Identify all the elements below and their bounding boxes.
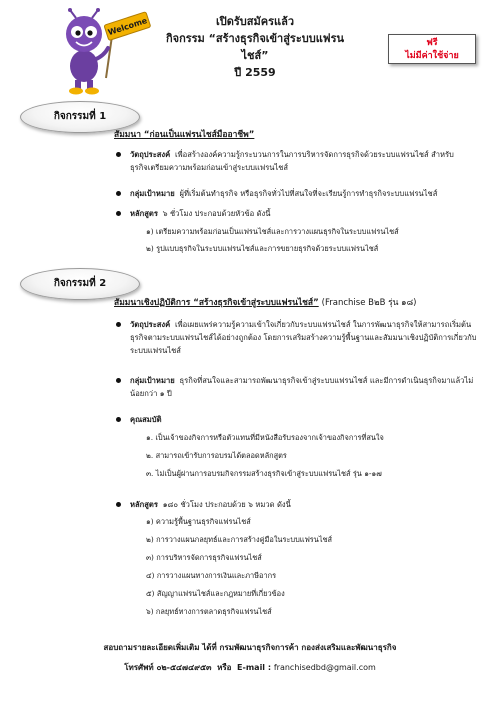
- footer-phone: โทรศัพท์ ๐๒-๕๔๗๔๙๕๓: [124, 663, 212, 672]
- activity-2-course-item: ๔) การวางแผนทางการเงินและภาษีอากร: [146, 571, 277, 580]
- bullet-icon: [116, 191, 121, 196]
- activity-2-qual-label: คุณสมบัติ: [130, 415, 162, 424]
- activity-2-target-label: กลุ่มเป้าหมาย: [130, 376, 175, 385]
- footer-or: หรือ: [217, 663, 232, 672]
- bullet-icon: [116, 502, 121, 507]
- activity-1-objective-text: เพื่อสร้างองค์ความรู้กระบวนการในการบริหารจัดการธุรกิจด้วยระบบแฟรนไชส์ สำหรับธุรกิจเตรียมความพร้อมก่อนเข้าสู่ระบบแฟรนไชส์: [130, 150, 454, 172]
- activity-2-qual-item: ๑. เป็นเจ้าของกิจการหรือตัวแทนที่มีหนังสือรับรองจากเจ้าของกิจการที่สนใจ: [146, 433, 384, 442]
- activity-2-title-suffix: (Franchise B๒B รุ่น ๑๘): [321, 298, 417, 308]
- activity-1-title: [114, 127, 254, 141]
- activity-1-target-label: กลุ่มเป้าหมาย: [130, 189, 175, 198]
- activity-2-title-text: สัมมนาเชิงปฏิบัติการ “สร้างธุรกิจเข้าสู่ระบบแฟรนไชส์”: [114, 298, 319, 308]
- bullet-icon: [116, 378, 121, 383]
- activity-2-qualifications: [130, 413, 330, 426]
- activity-2-title: [114, 295, 416, 309]
- activity-1-objective: [130, 148, 460, 174]
- activity-1-target: [130, 187, 470, 200]
- bullet-icon: [116, 322, 121, 327]
- activity-1-bubble: กิจกรรมที่ 1: [20, 101, 140, 133]
- header-line-1: เปิดรับสมัครแล้ว: [215, 15, 294, 28]
- free-badge-line-2: ไม่มีค่าใช้จ่าย: [405, 51, 459, 61]
- activity-2-course-item: ๓) การบริหารจัดการธุรกิจแฟรนไชส์: [146, 553, 262, 562]
- welcome-sign-text: Welcome: [106, 16, 149, 38]
- activity-1-course-text: ๖ ชั่วโมง ประกอบด้วยหัวข้อ ดังนี้: [162, 209, 271, 218]
- bullet-icon: [116, 152, 121, 157]
- header-line-3: ปี 2559: [234, 66, 276, 79]
- activity-2-course: [130, 498, 460, 511]
- activity-1-course-item: ๑) เตรียมความพร้อมก่อนเป็นแฟรนไชส์และการวางแผนธุรกิจในระบบแฟรนไชส์: [146, 227, 399, 236]
- activity-2-course-item: ๒) การวางแผนกลยุทธ์และการสร้างคู่มือในระบบแฟรนไชส์: [146, 535, 333, 544]
- mascot-illustration: [56, 8, 152, 96]
- activity-1-target-text: ผู้ที่เริ่มต้นทำธุรกิจ หรือธุรกิจทั่วไปที่สนใจที่จะเรียนรู้การทำธุรกิจระบบแฟรนไชส์: [179, 189, 438, 198]
- activity-2-qual-item: ๓. ไม่เป็นผู้ผ่านการอบรมกิจกรรมสร้างธุรกิจเข้าสู่ระบบแฟรนไชส์ รุ่น ๑-๑๗: [146, 469, 382, 478]
- bullet-icon: [116, 417, 121, 422]
- activity-2-objective-text: เพื่อเผยแพร่ความรู้ความเข้าใจเกี่ยวกับระบบแฟรนไชส์ ในการพัฒนาธุรกิจให้สามารถเริ่มต้นธุรกิจตามระบบแฟรนไชส์ได้อย่างถูกต้อง โดยการเสริมสร้างความรู้พื้นฐานและสัมมนาเชิงปฏิบัติการเกี่ยวกับระบบแฟรนไชส์: [130, 320, 477, 355]
- header-line-2: กิจกรรม “สร้างธุรกิจเข้าสู่ระบบแฟรนไชส์”: [165, 32, 345, 62]
- footer-email-link[interactable]: franchisedbd@gmail.com: [273, 663, 376, 672]
- activity-1-course-item: ๒) รูปแบบธุรกิจในระบบแฟรนไชส์และการขยายธุรกิจด้วยระบบแฟรนไชส์: [146, 244, 379, 253]
- flyer-header: [155, 14, 355, 81]
- activity-1-course: [130, 207, 460, 220]
- activity-2-course-item: ๕) สัญญาแฟรนไชส์และกฎหมายที่เกี่ยวข้อง: [146, 589, 285, 598]
- activity-2-objective: [130, 318, 478, 357]
- activity-2-target: [130, 374, 478, 400]
- activity-2-qual-item: ๒. สามารถเข้ารับการอบรมได้ตลอดหลักสูตร: [146, 451, 287, 460]
- footer-contact-line: สอบถามรายละเอียดเพิ่มเติม ได้ที่ กรมพัฒนาธุรกิจการค้า กองส่งเสริมและพัฒนาธุรกิจ: [103, 643, 397, 652]
- activity-2-course-item: ๖) กลยุทธ์ทางการตลาดธุรกิจแฟรนไชส์: [146, 607, 272, 616]
- bullet-icon: [116, 211, 121, 216]
- activity-1-course-label: หลักสูตร: [130, 209, 158, 218]
- activity-2-objective-label: วัตถุประสงค์: [130, 320, 171, 329]
- activity-2-course-item: ๑) ความรู้พื้นฐานธุรกิจแฟรนไชส์: [146, 517, 251, 526]
- footer-email-label: E-mail :: [237, 663, 272, 672]
- activity-1-title-text: สัมมนา “ก่อนเป็นแฟรนไชส์มืออาชีพ”: [114, 130, 255, 140]
- activity-2-bubble: กิจกรรมที่ 2: [20, 268, 140, 300]
- activity-2-course-text: ๑๘๐ ชั่วโมง ประกอบด้วย ๖ หมวด ดังนี้: [162, 500, 291, 509]
- activity-1-objective-label: วัตถุประสงค์: [130, 150, 171, 159]
- free-badge: [388, 34, 476, 64]
- free-badge-line-1: ฟรี: [426, 38, 438, 48]
- activity-2-target-text: ธุรกิจที่สนใจและสามารถพัฒนาธุรกิจเข้าสู่ระบบแฟรนไชส์ และมีการดำเนินธุรกิจมาแล้วไม่น้อยกว่า ๑ ปี: [130, 376, 474, 398]
- activity-2-course-label: หลักสูตร: [130, 500, 158, 509]
- footer-phone-email: [0, 661, 500, 674]
